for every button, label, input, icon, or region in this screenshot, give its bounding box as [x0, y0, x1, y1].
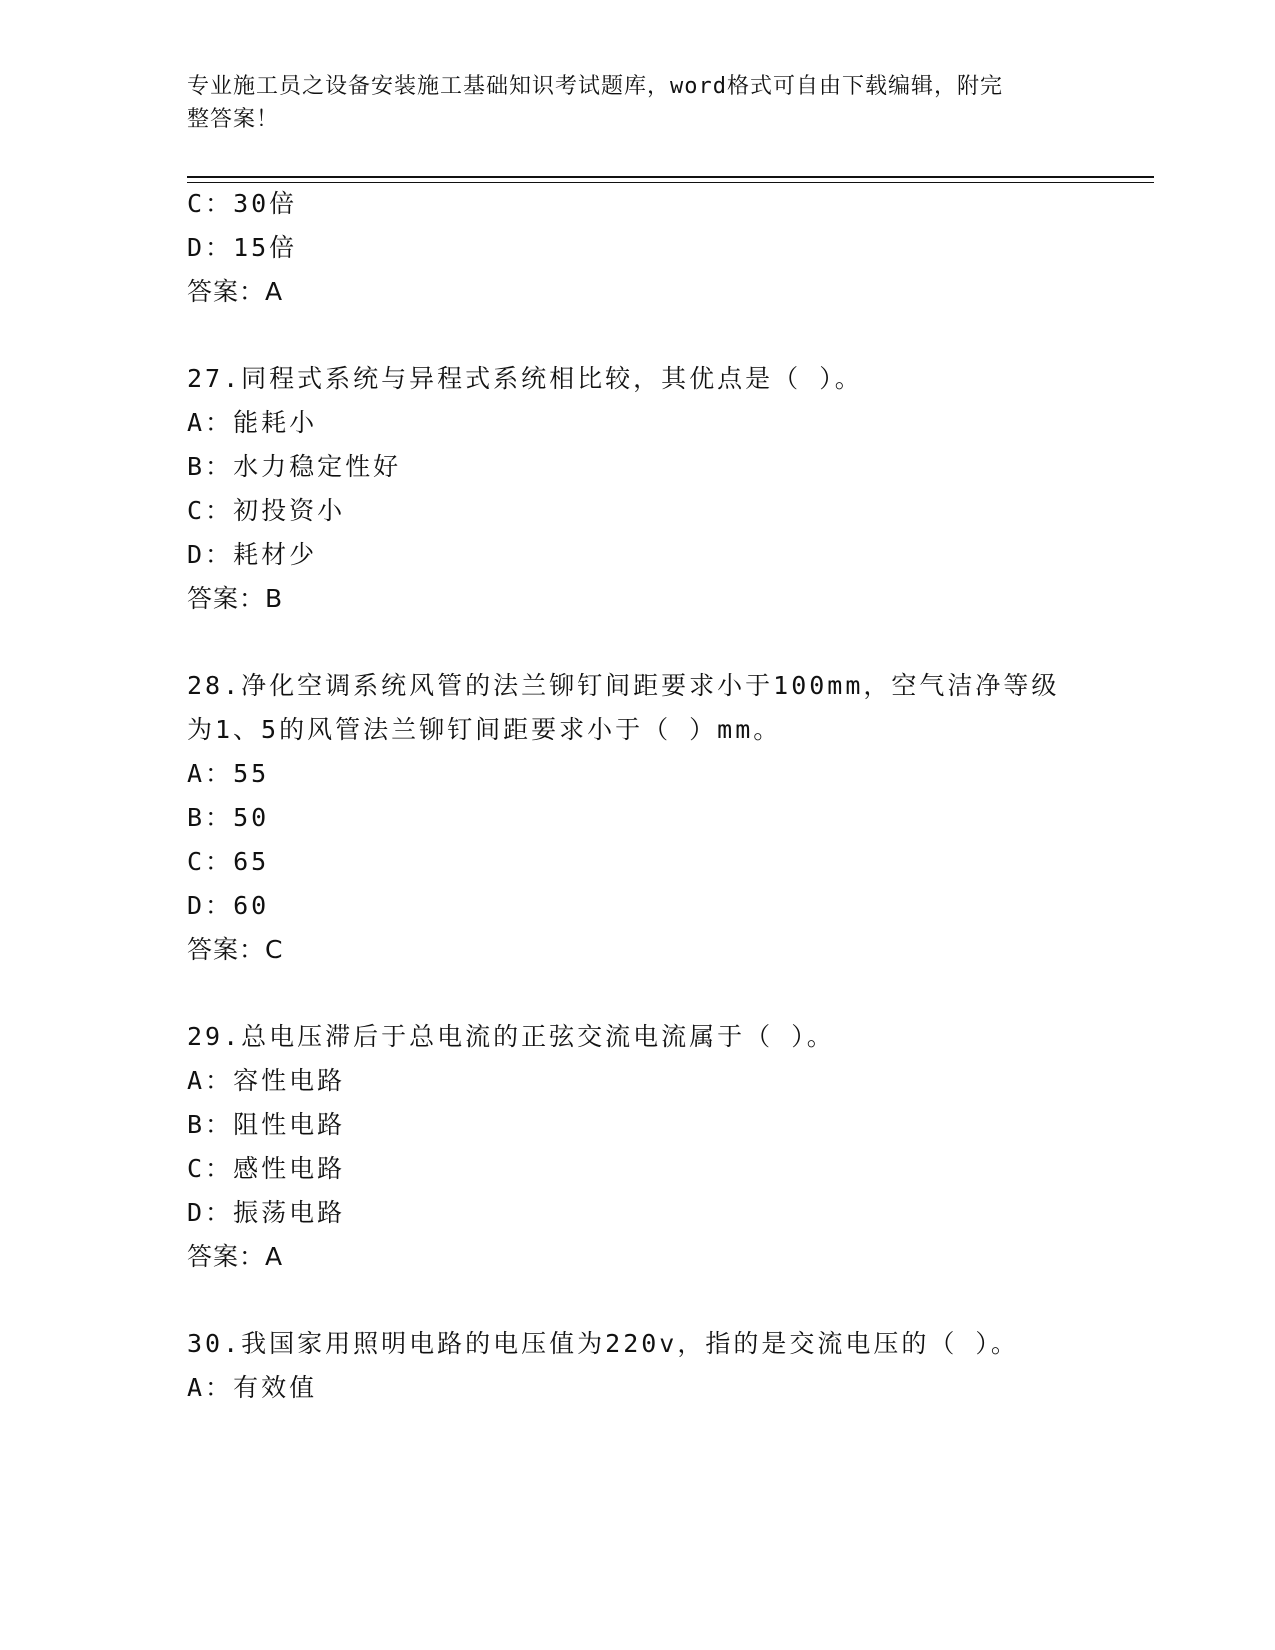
option-text: 耗材少 [233, 540, 318, 569]
option-label: B： [187, 803, 234, 832]
option-label: A： [187, 759, 234, 788]
option-text: 55 [233, 759, 270, 788]
option-text: 能耗小 [233, 408, 318, 437]
option-line [187, 1065, 345, 1097]
option-label: C： [187, 189, 234, 218]
option-text: 初投资小 [233, 496, 346, 525]
question-stem: 为1、5的风管法兰铆钉间距要求小于（ ）mm。 [187, 715, 782, 744]
option-line [187, 1109, 345, 1141]
option-text: 30倍 [233, 189, 298, 218]
option-line [187, 802, 269, 834]
option-line [187, 890, 269, 922]
answer-line: 答案：A [187, 277, 284, 306]
option-label: A： [187, 1373, 234, 1402]
option-line [187, 846, 269, 878]
option-line [187, 539, 317, 571]
option-text: 容性电路 [233, 1066, 346, 1095]
question-stem: 27.同程式系统与异程式系统相比较，其优点是（ ）。 [187, 364, 863, 393]
option-text: 阻性电路 [233, 1110, 346, 1139]
option-text: 60 [233, 891, 270, 920]
option-text: 振荡电路 [233, 1198, 346, 1227]
question-stem: 28.净化空调系统风管的法兰铆钉间距要求小于100mm，空气洁净等级 [187, 671, 1060, 700]
answer-line: 答案：C [187, 935, 284, 964]
option-label: D： [187, 233, 234, 262]
option-line [187, 1197, 345, 1229]
option-line [187, 758, 269, 790]
option-label: D： [187, 891, 234, 920]
option-line [187, 407, 317, 439]
option-text: 65 [233, 847, 270, 876]
option-label: B： [187, 452, 234, 481]
option-line [187, 1153, 345, 1185]
option-label: D： [187, 1198, 234, 1227]
header-line-2: 整答案！ [187, 107, 280, 132]
option-label: C： [187, 847, 234, 876]
option-label: A： [187, 1066, 234, 1095]
header-line-1: 专业施工员之设备安装施工基础知识考试题库，word格式可自由下载编辑，附完 [187, 74, 1003, 99]
answer-line: 答案：B [187, 584, 284, 613]
option-line [187, 495, 345, 527]
option-label: D： [187, 540, 234, 569]
option-text: 感性电路 [233, 1154, 346, 1183]
option-text: 50 [233, 803, 270, 832]
option-label: C： [187, 496, 234, 525]
option-label: A： [187, 408, 234, 437]
option-line [187, 451, 401, 483]
option-line [187, 1372, 317, 1404]
option-text: 水力稳定性好 [233, 452, 402, 481]
option-text: 15倍 [233, 233, 298, 262]
question-stem: 29.总电压滞后于总电流的正弦交流电流属于（ ）。 [187, 1022, 835, 1051]
option-label: C： [187, 1154, 234, 1183]
option-text: 有效值 [233, 1373, 318, 1402]
option-line [187, 232, 297, 264]
option-line [187, 188, 297, 220]
option-label: B： [187, 1110, 234, 1139]
question-stem: 30.我国家用照明电路的电压值为220v，指的是交流电压的（ ）。 [187, 1329, 1019, 1358]
answer-line: 答案：A [187, 1242, 284, 1271]
